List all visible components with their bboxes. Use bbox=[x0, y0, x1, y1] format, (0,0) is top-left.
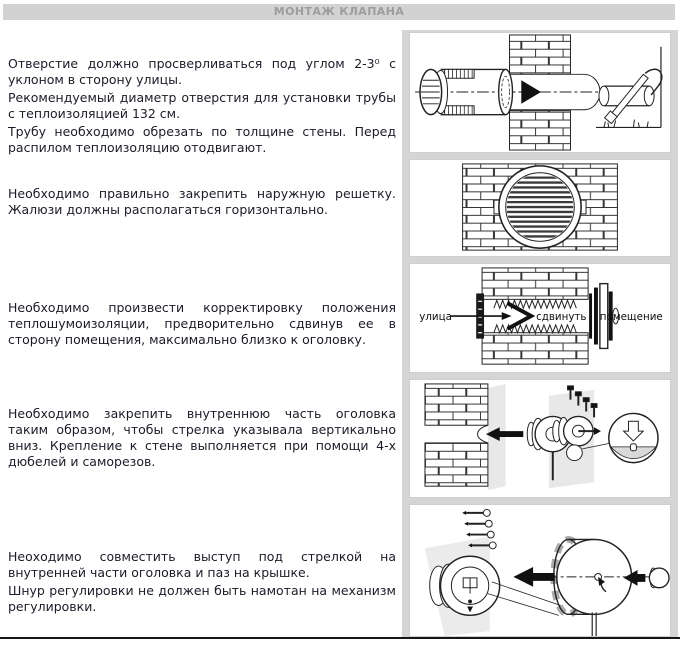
paragraph: Необходимо закрепить внутреннюю часть оголовка таким образом, чтобы стрелка указывала вертикально вниз. Крепление к стене выполняется при помощи 4-х дюбелей и саморезов. bbox=[8, 406, 396, 469]
illustration-column bbox=[402, 30, 678, 637]
illustration-panel-5 bbox=[409, 504, 671, 637]
step-1-text bbox=[8, 56, 396, 156]
knob-cap-icon bbox=[649, 568, 669, 588]
alignment-leader-line bbox=[488, 594, 559, 616]
brick-wall-icon bbox=[425, 384, 488, 486]
step-3-text bbox=[8, 300, 396, 348]
arrow-detail-circle-icon bbox=[609, 413, 658, 462]
align-cover-illustration bbox=[410, 505, 670, 636]
step-4-text bbox=[8, 406, 396, 470]
room-label: помещение bbox=[599, 310, 663, 323]
step-5-text bbox=[8, 549, 396, 615]
illustration-panel-2 bbox=[409, 159, 671, 257]
paragraph: Необходимо правильно закрепить наружную решетку. Жалюзи должны располагаться горизонтально. bbox=[8, 186, 396, 217]
alignment-leader-line bbox=[492, 582, 561, 606]
mount-inner-head-illustration bbox=[410, 380, 670, 497]
paragraph: Отверстие должно просверливаться под углом 2-3⁰ с уклоном в сторону улицы. bbox=[8, 56, 396, 87]
illustration-panel-4 bbox=[409, 379, 671, 498]
paragraph: Необходимо произвести корректировку положения теплошумоизоляции, предворительно сдвинув ее в сторону помещения, максимально близко к оголовку. bbox=[8, 300, 396, 347]
shift-label: сдвинуть bbox=[536, 310, 587, 323]
outer-grille-illustration bbox=[410, 160, 670, 256]
step-2-text bbox=[8, 186, 396, 218]
paragraph: Шнур регулировки не должен быть намотан на механизм регулировки. bbox=[8, 583, 396, 614]
bottom-rule bbox=[0, 637, 680, 639]
page-title: МОНТАЖ КЛАПАНА bbox=[3, 4, 675, 20]
paragraph: Трубу необходимо обрезать по толщине стены. Перед распилом теплоизоляцию отодвигают. bbox=[8, 124, 396, 155]
paragraph: Рекомендуемый диаметр отверстия для установки трубы с теплоизоляцией 132 см. bbox=[8, 90, 396, 121]
pipe-through-wall-and-saw-illustration bbox=[410, 33, 670, 152]
illustration-panel-3 bbox=[409, 263, 671, 373]
illustration-panel-1 bbox=[409, 32, 671, 153]
push-arrow-icon bbox=[513, 567, 554, 587]
hacksaw-cutting-pipe-icon bbox=[596, 47, 662, 128]
shift-insulation-illustration bbox=[410, 264, 670, 372]
cover-disc-icon bbox=[529, 539, 661, 636]
paragraph: Неоходимо совместить выступ под стрелкой на внутренней части оголовка и паз на крышке. bbox=[8, 549, 396, 580]
street-label: улица bbox=[419, 310, 452, 323]
